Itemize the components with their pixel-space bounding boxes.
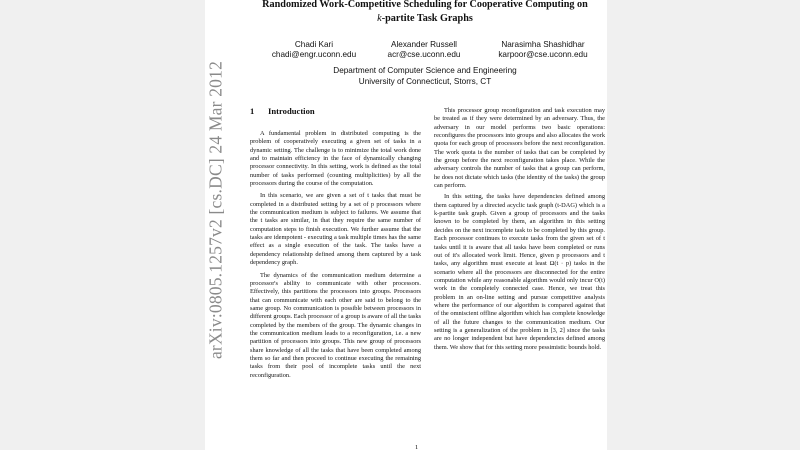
section-heading [250, 106, 315, 116]
affiliation-department: Department of Computer Science and Engineering [333, 66, 517, 75]
title-math-k: k [377, 13, 382, 24]
right-column [434, 107, 605, 352]
author-name: Chadi Kari [294, 40, 334, 49]
paragraph: In this setting, the tasks have dependencies defined among them captured by a directed acyclic task graph (t-DAG) which is a k-partite task graph. Given a group of processors and the tasks known to be completed by them, an algorithm in this setting decides on the next incomplete task to be completed by this group. Each processor continues to execute tasks from the given set of t tasks until it is aware that all tasks have been completed or runs out of it's allocated work limit. Hence, given p processors and t tasks, any algorithm must execute at least Ω(t · p) tasks in the scenario where all the processors are disconnected for the entire computation while any reasonable algorithm would only incur O(t) work in the completely connected case. Hence, we treat this problem in an on-line setting and pursue competitive analysis where the performance of our algorithm is compared against that of the omniscient offline algorithm which has complete knowledge of all the future changes to the communication medium. Our setting is a generalization of the problem in [3, 2] since the tasks are no longer independent but have dependencies defined among them. We show that for this setting more pessimistic bounds hold. [434, 193, 605, 351]
author-email: acr@cse.uconn.edu [387, 50, 461, 59]
paragraph: This processor group reconfiguration and task execution may be treated as if they were determined by an adversary. Thus, the adversary in our model performs two basic operations: reconfigures the processors into groups and also allocates the work quota for each group of processors before the next reconfiguration. The work quota is the number of tasks that can be completed by the group before the next reconfiguration takes place. While the adversary controls the number of tasks that a group can perform, he does not dictate which tasks (the identity of the tasks) the group can perform. [434, 107, 605, 190]
paragraph: The dynamics of the communication medium determine a processor's ability to communicate with other processors. Effectively, this partitions the processors into groups. Processors that can communicate with each other are said to belong to the same group. No communication is possible between processors in different groups. Each processor of a group is aware of all the tasks completed by the members of the group. The dynamic changes in the communication medium leads to a reconfiguration, i.e. a new partition of processors into groups. This new group of processors share knowledge of all the tasks that have been completed among them so far and then proceed to continue executing the remaining tasks from their pool of incomplete tasks until the next reconfiguration. [250, 271, 421, 379]
author-name: Narasimha Shashidhar [501, 40, 585, 49]
author-email: chadi@engr.uconn.edu [271, 50, 357, 59]
left-column [250, 130, 421, 380]
affiliation [245, 66, 605, 87]
affiliation-university: University of Connecticut, Storrs, CT [358, 76, 492, 86]
paper-page [205, 0, 607, 450]
title-line2-text: -partite Task Graphs [381, 13, 473, 24]
section-number: 1 [250, 106, 255, 116]
author-3 [486, 40, 600, 60]
author-1 [258, 40, 370, 60]
author-2 [374, 40, 474, 60]
paragraph: In this scenario, we are given a set of t tasks that must be completed in a distributed setting by a set of p processors where the communication medium is subject to failures. We assume that the t tasks are similar, in that they require the same number of computation steps to finish execution. We further assume that the tasks are idempotent - executing a task multiple times has the same effect as a single execution of the task. The tasks have a dependency relationship defined among them captured by a task dependency graph. [250, 192, 421, 267]
page-number: 1 [415, 444, 419, 450]
arxiv-identifier: arXiv:0805.1257v2 [cs.DC] 24 Mar 2012 [205, 60, 226, 360]
paper-title-line1: Randomized Work-Competitive Scheduling for Cooperative Computing on [262, 0, 588, 10]
arxiv-side-stamp [196, 60, 236, 360]
author-email: karpoor@cse.uconn.edu [498, 50, 588, 59]
section-title: Introduction [268, 106, 315, 116]
paper-title-line2 [245, 12, 605, 26]
author-name: Alexander Russell [391, 40, 457, 49]
paragraph: A fundamental problem in distributed computing is the problem of cooperatively executing a given set of tasks in a dynamic setting. The challenge is to minimize the total work done and to maintain efficiency in the face of dynamically changing processor connectivity. In this setting, work is defined as the total number of tasks performed (counting multiplicities) by all the processors during the course of the computation. [250, 130, 421, 188]
